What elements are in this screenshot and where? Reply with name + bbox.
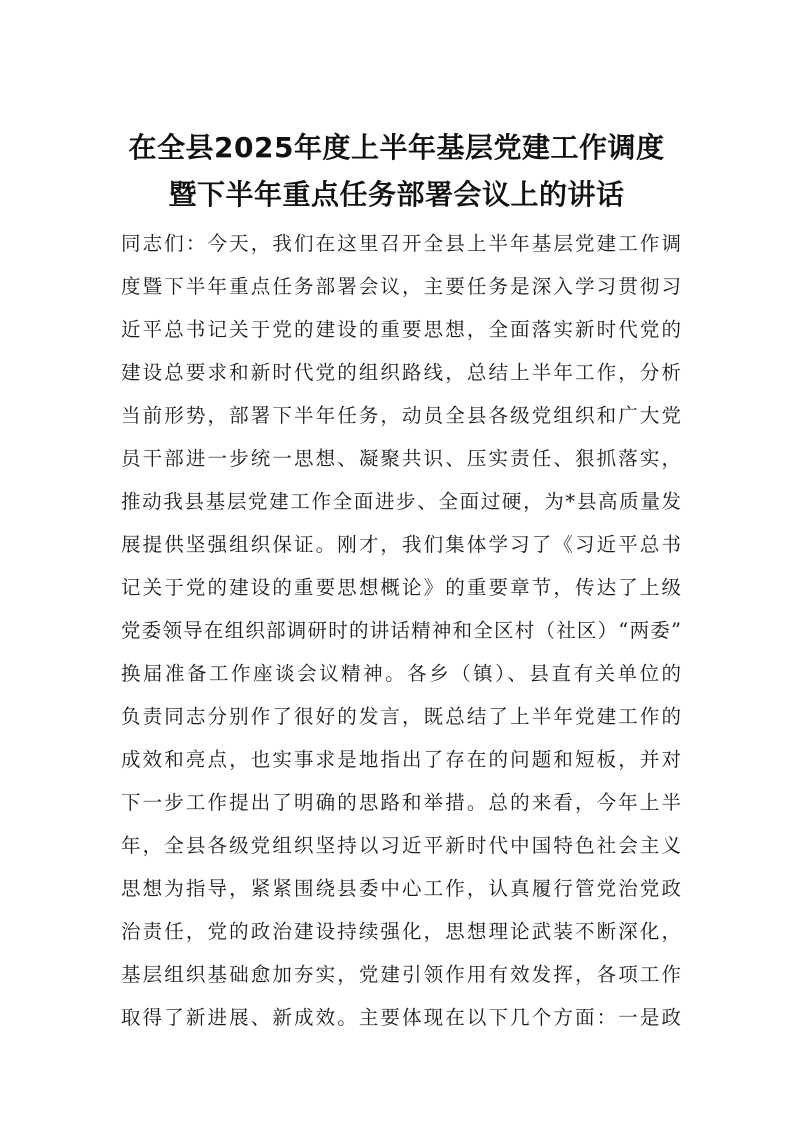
body-line: 基层组织基础愈加夯实，党建引领作用有效发挥，各项工作 <box>121 963 681 986</box>
body-line: 展提供坚强组织保证。刚才，我们集体学习了《习近平总书 <box>121 533 681 556</box>
body-line: 治责任，党的政治建设持续强化，思想理论武装不断深化， <box>121 920 681 943</box>
body-line: 近平总书记关于党的建设的重要思想，全面落实新时代党的 <box>121 318 681 341</box>
body-line: 下一步工作提出了明确的思路和举措。总的来看，今年上半 <box>121 791 681 814</box>
body-line: 度暨下半年重点任务部署会议，主要任务是深入学习贯彻习 <box>121 275 681 298</box>
document-body <box>121 222 681 1039</box>
body-line: 取得了新进展、新成效。主要体现在以下几个方面：一是政 <box>121 1006 681 1029</box>
document-title-line-2: 暨下半年重点任务部署会议上的讲话 <box>168 178 625 211</box>
document-title-line-1: 在全县2025年度上半年基层党建工作调度 <box>128 131 665 164</box>
body-line: 换届准备工作座谈会议精神。各乡（镇）、县直有关单位的 <box>121 662 681 685</box>
body-line: 记关于党的建设的重要思想概论》的重要章节，传达了上级 <box>121 576 681 599</box>
body-line: 年，全县各级党组织坚持以习近平新时代中国特色社会主义 <box>121 834 681 857</box>
body-line: 负责同志分别作了很好的发言，既总结了上半年党建工作的 <box>121 705 681 728</box>
body-line: 建设总要求和新时代党的组织路线，总结上半年工作，分析 <box>121 361 681 384</box>
body-line: 党委领导在组织部调研时的讲话精神和全区村（社区）“两委” <box>121 619 681 642</box>
body-line: 思想为指导，紧紧围绕县委中心工作，认真履行管党治党政 <box>121 877 681 900</box>
body-line: 员干部进一步统一思想、凝聚共识、压实责任、狠抓落实， <box>121 447 681 470</box>
body-line: 成效和亮点，也实事求是地指出了存在的问题和短板，并对 <box>121 748 681 771</box>
body-line: 同志们：今天，我们在这里召开全县上半年基层党建工作调 <box>121 232 681 255</box>
body-line: 推动我县基层党建工作全面进步、全面过硬，为*县高质量发 <box>121 490 681 513</box>
body-line: 当前形势，部署下半年任务，动员全县各级党组织和广大党 <box>121 404 681 427</box>
